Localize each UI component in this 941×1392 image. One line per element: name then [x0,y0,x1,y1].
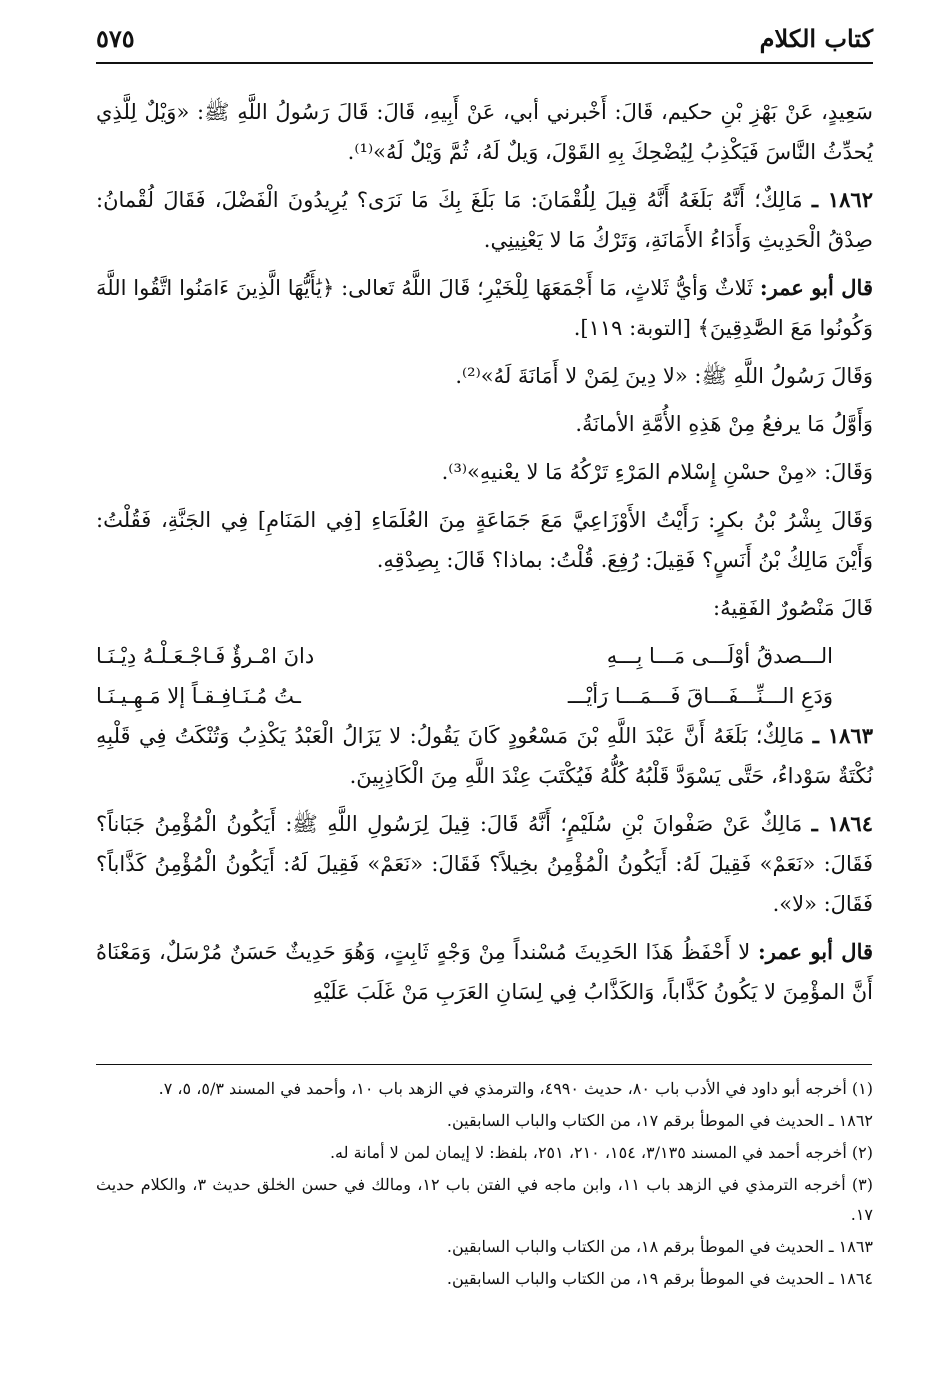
paragraph-text: وَأَوَّلُ مَا يرفعُ مِنْ هَذِهِ الأُمَّةِ الأمانَةُ. [575,412,873,436]
hadith-number: ١٨٦٢ ـ [811,187,873,212]
paragraph-text: مَالِكٌ؛ أَنَّهُ بَلَغَهُ أَنَّهُ قِيلَ لِلُقْمَانَ: مَا بَلَغَ بِكَ مَا نَرَى؟ يُرِيدُونَ الْفَضْلَ، فَقَالَ لُقْمانُ: صِدْقُ الْحَدِيثِ وَأَدَاءُ الأَمَانَةِ، وَتَرْكُ مَا لا يَعْنِينِي. [96,188,873,252]
paragraph-text: وَقَالَ بِشْرُ بْنُ بكرٍ: رَأَيْتُ الأَوْزَاعِيَّ مَعَ جَمَاعَةٍ مِنَ العُلَمَاءِ [فِي المَنَامِ] فِي الجَنَّةِ، فَقُلْتُ: وَأَيْنَ مَالِكُ بْنُ أَنَسٍ؟ فَقِيلَ: رُفِعَ. قُلْتُ: بماذا؟ قَالَ: بِصِدْقِهِ. [96,508,873,572]
footnote: ١٨٦٣ ـ الحديث في الموطأ برقم ١٨، من الكتاب والباب السابقين. [446,1237,873,1256]
text-paragraph [96,452,873,492]
footnote: ١٨٦٢ ـ الحديث في الموطأ برقم ١٧، من الكتاب والباب السابقين. [446,1111,873,1130]
page-number: ٥٧٥ [96,24,135,53]
hadith-paragraph [96,716,873,796]
running-header [96,18,873,62]
hadith-paragraph [96,180,873,260]
footnotes [96,1074,873,1296]
commentary-lead: قال أبو عمر: [759,275,873,300]
verse-second-hemistich: ـتُ مُـنَـافِـقـاً إلا مَـهِـيـنَـا [96,684,301,708]
footnote: (٢) أخرجه أحمد في المسند ٣/١٣٥، ١٥٤، ٢١٠، ٢٥١، بلفظ: لا إيمان لمن لا أمانة له. [329,1143,873,1162]
footnote: ١٨٦٤ ـ الحديث في الموطأ برقم ١٩، من الكتاب والباب السابقين. [446,1269,873,1288]
footnote: (٣) أخرجه الترمذي في الزهد باب ١١، وابن ماجه في الفتن باب ١٢، ومالك في حسن الخلق حديث ٣، والكلام حديث ١٧. [96,1175,874,1224]
paragraph-text: قَالَ مَنْصُورٌ الفَقِيهُ: [713,596,873,620]
text-paragraph [96,356,873,396]
paragraph-text: لا أَحْفَظُ هَذَا الحَدِيثَ مُسْنداً مِنْ وَجْهٍ ثَابِتٍ، وَهُوَ حَدِيثٌ حَسَنٌ مُرْسَلٌ، وَمَعْنَاهُ أَنَّ المؤْمِنَ لا يَكُونُ كَذَّاباً، وَالكَذَّابُ فِي لِسَانِ العَرَبِ مَنْ غَلَبَ عَلَيْهِ [96,940,873,1004]
footnote-separator [96,1064,872,1065]
main-text [96,92,873,1020]
header-rule [96,62,873,64]
text-paragraph [96,588,873,628]
commentary-lead: قال أبو عمر: [758,939,874,964]
text-paragraph [96,268,873,348]
hadith-number: ١٨٦٤ ـ [811,811,873,836]
hadith-paragraph [96,804,873,924]
chapter-title: كتاب الكلام [759,24,873,53]
hadith-number: ١٨٦٣ ـ [812,723,873,748]
paragraph-text: وَقَالَ رَسُولُ اللَّهِ ﷺ: «لا دِينَ لِمَنْ لا أَمَانَةَ لَهُ»⁽²⁾. [455,364,873,388]
text-paragraph [96,500,873,580]
paragraph-text: وَقَالَ: «مِنْ حسْنِ إِسْلام المَرْءِ تَرْكُهُ مَا لا يعْنيهِ»⁽³⁾. [441,460,873,484]
text-paragraph [96,92,873,172]
paragraph-text: سَعِيدٍ، عَنْ بَهْزِ بْنِ حكيم، قَالَ: أَخْبرني أبي، عَنْ أَبِيهِ، قَالَ: قَالَ رَسُولُ اللَّهِ ﷺ: «وَيْلٌ لِلَّذِي يُحدِّثُ النَّاسَ فَيَكْذِبُ لِيُضْحِكَ بِهِ القَوْلَ، وَيلٌ لَهُ، ثُمَّ وَيْلٌ لَهُ»⁽¹⁾. [96,100,873,164]
poem-verse [96,636,833,676]
paragraph-text: مَالِكٌ عَنْ صَفْوانَ بْنِ سُلَيْمٍ؛ أَنَّهُ قَالَ: قِيلَ لِرَسُولِ اللَّهِ ﷺ: أَيَكُونُ الْمُؤْمِنُ جَبَاناً؟ فَقَالَ: «نَعَمْ» فَقِيلَ لَهُ: أَيَكُونُ الْمُؤْمِنُ بخِيلاً؟ فَقَالَ: «نَعَمْ» فَقِيلَ لَهُ: أَيَكُونُ الْمُؤْمِنُ كَذَّاباً؟ فَقَالَ: «لا». [96,812,873,916]
verse-second-hemistich: دانَ امْـرؤٌ فَـاجْـعَـلْـهُ دِيْـنَـا [96,644,315,668]
verse-first-hemistich: الـــصدقُ أوْلَـــى مَـــا بِـــهِ [606,644,833,668]
text-paragraph [96,932,873,1012]
verse-first-hemistich: وَدَعِ الـــنِّـــفَـــاقَ فَـــمَـــا رَأيْـــ [567,684,833,708]
paragraph-text: ثَلاثٌ وَأيُّ ثَلاثٍ، مَا أَجْمَعَهَا لِلْخَيْرِ؛ قَالَ اللَّهُ تَعالى: ﴿يَٰأَيُّهَا الَّذِينَ ءَامَنُوا اتَّقُوا اللَّهَ وَكُونُوا مَعَ الصَّٰدِقِينَ﴾ [التوبة: ١١٩]. [96,276,873,340]
poem-verse [96,676,833,716]
paragraph-text: مَالِكٌ؛ بَلَغَهُ أَنَّ عَبْدَ اللَّهِ بْنَ مَسْعُودٍ كَانَ يَقُولُ: لا يَزَالُ الْعَبْدُ يَكْذِبُ وَتُنْكَتُ فِي قَلْبِهِ نُكْتَةٌ سَوْداءُ، حَتَّى يَسْوَدَّ قَلْبُهُ كُلُّهُ فَيُكْتَبَ عِنْدَ اللَّهِ مِنَ الْكَاذِبِينَ. [96,724,873,788]
footnote: (١) أخرجه أبو داود في الأدب باب ٨٠، حديث ٤٩٩٠، والترمذي في الزهد باب ١٠، وأحمد في المسند ٥/٣، ٥، ٧. [158,1079,873,1098]
text-paragraph [96,404,873,444]
